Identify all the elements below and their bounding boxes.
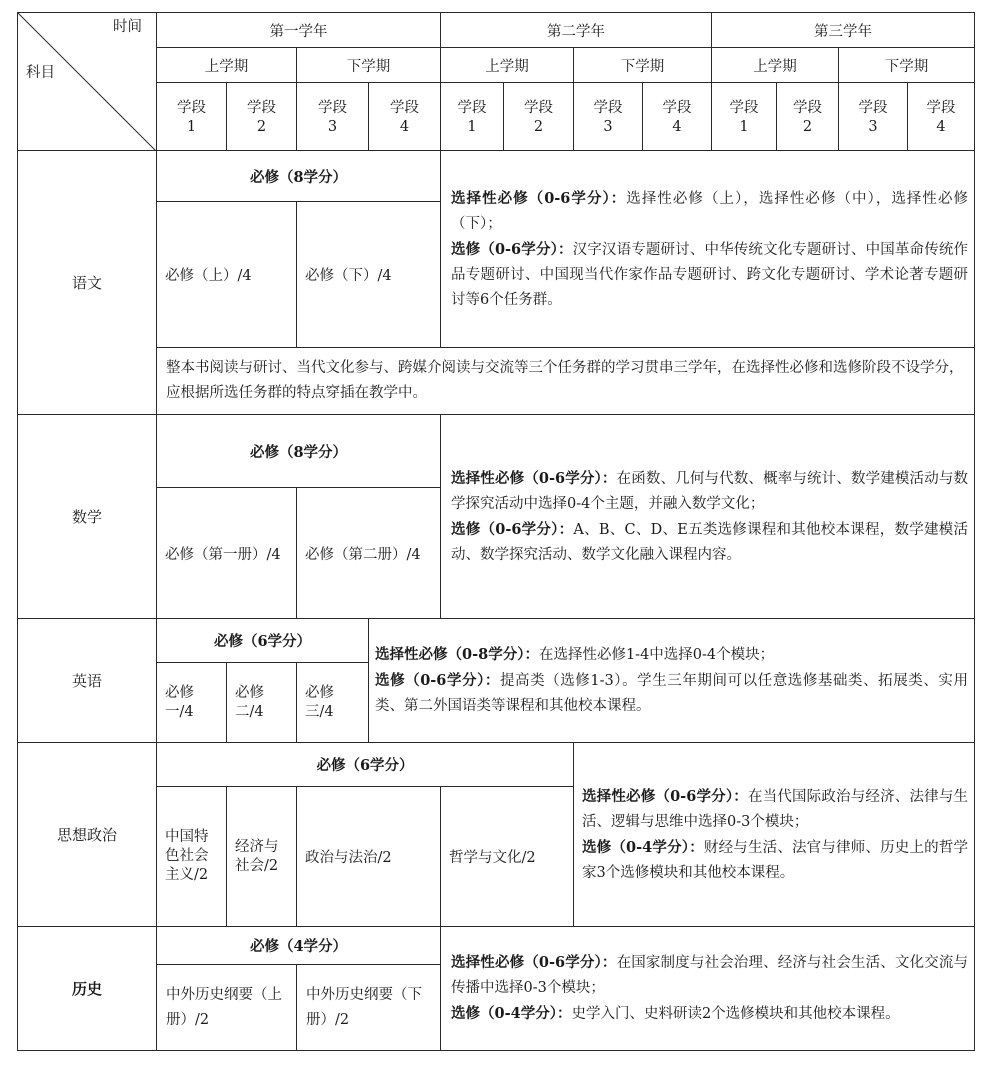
segment-header [227,83,297,151]
segment-number: 4 [672,118,682,135]
segment-number: 2 [533,118,544,135]
segment-header [839,83,908,151]
required-credits: 必修（6学分） [157,743,574,787]
segment-header [369,83,441,151]
elective-text: A、B、C、D、E五类选修课程和其他校本课程，数学建模活动、数学探究活动、数学文化融入课程内容。 [451,521,968,563]
segment-word: 学段 [177,99,206,116]
elective-required-text: 在国家制度与社会治理、经济与社会生活、文化交流与传播中选择0-3个模块； [451,955,969,996]
segment-header [297,83,369,151]
required-credits: 必修（8学分） [157,415,441,488]
segment-header [441,83,504,151]
segment-header [574,83,643,151]
segment-word: 学段 [662,99,692,116]
subject-chinese: 语文 [18,151,157,415]
elective-text: 汉字汉语专题研讨、中华传统文化专题研讨、中国革命传统作品专题研讨、中国现当代作家作品专题研讨、跨文化专题研讨、学术论著专题研讨等6个任务群。 [451,241,968,308]
segment-word: 学段 [457,99,487,116]
required-credits: 必修（8学分） [157,151,441,202]
course-cell: 哲学与文化/2 [441,787,574,927]
elective-label: 选修（0-4学分）： [582,838,704,856]
segment-number: 4 [936,118,946,135]
elective-label: 选修（0-4学分）： [451,1005,572,1022]
semester-header: 上学期 [157,48,297,83]
segment-word: 学段 [858,99,888,116]
year-1-header: 第一学年 [157,13,441,48]
elective-required-label: 选择性必修（0-8学分）： [375,646,539,663]
elective-label: 选修（0-6学分）： [451,520,574,538]
segment-header [643,83,712,151]
course-cell: 必修二/4 [227,663,297,743]
segment-number: 2 [256,118,267,135]
elective-description [369,619,975,743]
segment-number: 3 [603,118,613,135]
segment-number: 3 [868,118,878,135]
course-cell: 政治与法治/2 [297,787,441,927]
segment-word: 学段 [593,99,623,116]
course-cell: 必修三/4 [297,663,369,743]
elective-required-label: 选择性必修（0-6学分）： [451,189,627,207]
course-cell: 中外历史纲要（上册）/2 [157,965,297,1051]
table-caption-clipped [0,0,989,12]
segment-number: 1 [186,118,197,135]
elective-description [441,927,975,1051]
course-cell: 必修（第一册）/4 [157,488,297,619]
semester-header: 下学期 [839,48,975,83]
elective-description [574,743,975,927]
course-cell: 必修一/4 [157,663,227,743]
course-cell: 中国特色社会主义/2 [157,787,227,927]
elective-label: 选修（0-6学分）： [375,672,500,689]
segment-header [777,83,839,151]
elective-text: 史学入门、史料研读2个选修模块和其他校本课程。 [571,1006,900,1022]
subject-label: 科目 [26,65,55,81]
year-2-header: 第二学年 [441,13,712,48]
required-credits: 必修（4学分） [157,927,441,965]
segment-word: 学段 [318,99,347,116]
course-cell: 中外历史纲要（下册）/2 [297,965,441,1051]
course-cell: 必修（第二册）/4 [297,488,441,619]
required-credits: 必修（6学分） [157,619,369,663]
subject-english: 英语 [18,619,157,743]
semester-header: 下学期 [574,48,712,83]
segment-word: 学段 [926,99,956,116]
elective-required-text: 选择性必修（上），选择性必修（中），选择性必修（下）； [451,190,968,232]
segment-word: 学段 [524,99,553,116]
segment-header [908,83,975,151]
subject-history: 历史 [18,927,157,1051]
segment-number: 3 [327,118,338,135]
elective-required-text: 在选择性必修1-4中选择0-4个模块； [538,647,775,663]
elective-required-text: 在当代国际政治与经济、法律与生活、逻辑与思维中选择0-3个模块； [582,788,968,830]
elective-text: 提高类（选修1-3）。学生三年期间可以任意选修基础类、拓展类、实用类、第二外国语类等课程和其他校本课程。 [375,673,968,714]
segment-word: 学段 [247,99,276,116]
subject-math: 数学 [18,415,157,619]
elective-description [441,151,975,348]
elective-text: 财经与生活、法官与律师、历史上的哲学家3个选修模块和其他校本课程。 [582,839,968,881]
segment-header [712,83,777,151]
segment-number: 2 [802,118,813,135]
header-corner-cell [18,13,157,151]
elective-label: 选修（0-6学分）： [451,240,573,258]
elective-required-label: 选择性必修（0-6学分）： [451,954,617,971]
elective-required-label: 选择性必修（0-6学分）： [582,787,748,805]
semester-header: 上学期 [441,48,574,83]
course-cell: 必修（下）/4 [297,202,441,348]
segment-number: 1 [467,118,477,135]
segment-number: 4 [399,118,410,135]
segment-word: 学段 [793,99,822,116]
segment-number: 1 [739,118,749,135]
time-label: 时间 [113,19,142,35]
segment-word: 学段 [390,99,419,116]
segment-header [504,83,574,151]
note-cell: 整本书阅读与研讨、当代文化参与、跨媒介阅读与交流等三个任务群的学习贯串三学年，在选择性必修和选修阶段不设学分，应根据所选任务群的特点穿插在教学中。 [157,348,975,415]
course-cell: 必修（上）/4 [157,202,297,348]
course-schedule-table [17,12,975,1051]
elective-required-label: 选择性必修（0-6学分）： [451,469,617,487]
subject-politics: 思想政治 [18,743,157,927]
semester-header: 下学期 [297,48,441,83]
semester-header: 上学期 [712,48,839,83]
year-3-header: 第三学年 [712,13,975,48]
course-cell: 经济与社会/2 [227,787,297,927]
elective-required-text: 在函数、几何与代数、概率与统计、数学建模活动与数学探究活动中选择0-4个主题，并融入数学文化； [451,470,969,512]
segment-header [157,83,227,151]
segment-word: 学段 [729,99,759,116]
elective-description [441,415,975,619]
